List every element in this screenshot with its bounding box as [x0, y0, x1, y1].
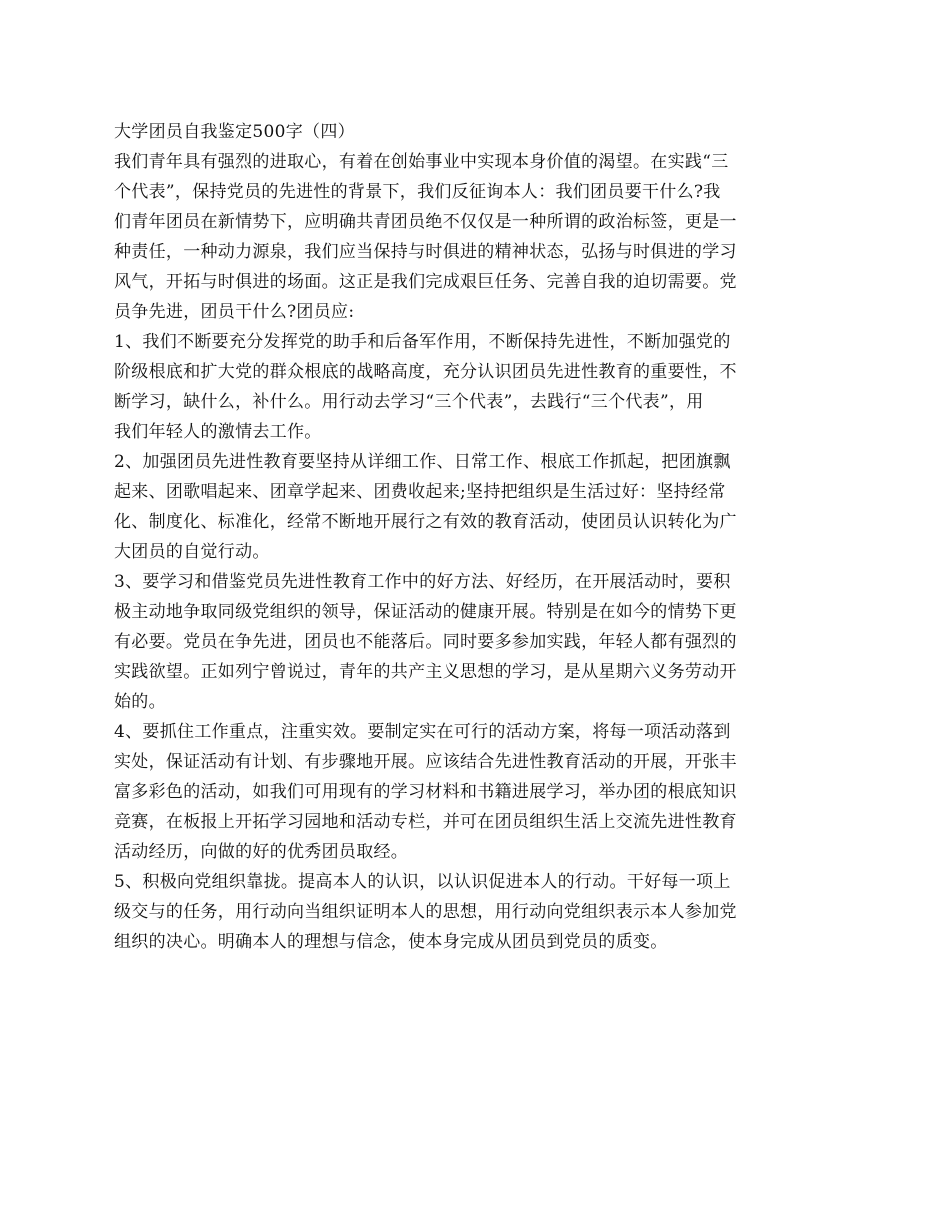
text-line: 风气，开拓与时俱进的场面。这正是我们完成艰巨任务、完善自我的迫切需要。党 — [114, 272, 737, 292]
text-line: 3、要学习和借鉴党员先进性教育工作中的好方法、好经历，在开展活动时，要积 — [114, 572, 731, 592]
text-line: 化、制度化、标准化，经常不断地开展行之有效的教育活动，使团员认识转化为广 — [114, 512, 737, 532]
text-line: 员争先进，团员干什么?团员应: — [114, 302, 355, 322]
text-line: 1、我们不断要充分发挥党的助手和后备军作用，不断保持先进性，不断加强党的 — [114, 332, 731, 352]
text-line: 们青年团员在新情势下，应明确共青团员绝不仅仅是一种所谓的政治标签，更是一 — [114, 212, 737, 232]
text-line: 始的。 — [114, 692, 166, 712]
text-line: 阶级根底和扩大党的群众根底的战略高度，充分认识团员先进性教育的重要性，不 — [114, 362, 737, 382]
document-title: 大学团员自我鉴定500字（四） — [114, 122, 355, 142]
text-line: 级交与的任务，用行动向当组织证明本人的思想，用行动向党组织表示本人参加党 — [114, 902, 737, 922]
text-line: 极主动地争取同级党组织的领导，保证活动的健康开展。特别是在如今的情势下更 — [114, 602, 737, 622]
text-line: 我们年轻人的激情去工作。 — [114, 422, 322, 442]
text-line: 有必要。党员在争先进，团员也不能落后。同时要多参加实践，年轻人都有强烈的 — [114, 632, 737, 652]
text-line: 5、积极向党组织靠拢。提高本人的认识，以认识促进本人的行动。干好每一项上 — [114, 872, 731, 892]
text-line: 2、加强团员先进性教育要坚持从详细工作、日常工作、根底工作抓起，把团旗飘 — [114, 452, 731, 472]
text-line: 4、要抓住工作重点，注重实效。要制定实在可行的活动方案，将每一项活动落到 — [114, 722, 731, 742]
text-line: 断学习，缺什么，补什么。用行动去学习“三个代表”，去践行“三个代表”，用 — [114, 392, 704, 412]
text-line: 大团员的自觉行动。 — [114, 542, 270, 562]
text-line: 实处，保证活动有计划、有步骤地开展。应该结合先进性教育活动的开展，开张丰 — [114, 752, 737, 772]
text-line: 竞赛，在板报上开拓学习园地和活动专栏，并可在团员组织生活上交流先进性教育 — [114, 812, 737, 832]
text-line: 活动经历，向做的好的优秀团员取经。 — [114, 842, 409, 862]
text-line: 种责任，一种动力源泉，我们应当保持与时俱进的精神状态，弘扬与时俱进的学习 — [114, 242, 737, 262]
text-line: 实践欲望。正如列宁曾说过，青年的共产主义思想的学习，是从星期六义务劳动开 — [114, 662, 737, 682]
text-line: 组织的决心。明确本人的理想与信念，使本身完成从团员到党员的质变。 — [114, 932, 668, 952]
text-line: 富多彩色的活动，如我们可用现有的学习材料和书籍进展学习，举办团的根底知识 — [114, 782, 737, 802]
document-body — [114, 117, 814, 957]
text-line: 我们青年具有强烈的进取心，有着在创始事业中实现本身价值的渴望。在实践“三 — [114, 152, 729, 172]
text-line: 个代表”，保持党员的先进性的背景下，我们反征询本人：我们团员要干什么?我 — [114, 182, 721, 202]
text-line: 起来、团歌唱起来、团章学起来、团费收起来;坚持把组织是生活过好：坚持经常 — [114, 482, 726, 502]
